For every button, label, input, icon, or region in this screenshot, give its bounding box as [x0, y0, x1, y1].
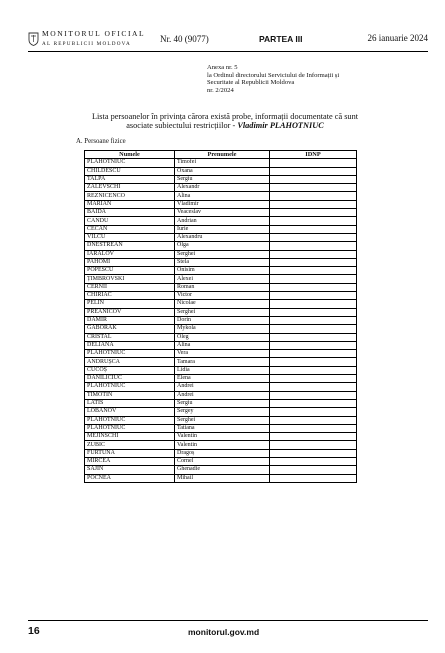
cell-surname: VÎLCU — [85, 233, 175, 241]
cell-idnp — [270, 209, 357, 217]
cell-firstname: Timofei — [175, 159, 270, 167]
cell-idnp — [270, 192, 357, 200]
cell-firstname: Tatiana — [175, 424, 270, 432]
title-text: asociate subiectului restricțiilor - — [126, 121, 238, 131]
cell-idnp — [270, 242, 357, 250]
cell-firstname: Stela — [175, 258, 270, 266]
cell-surname: GABORAK — [85, 325, 175, 333]
cell-firstname: Nicolae — [175, 300, 270, 308]
website-link[interactable]: monitorul.gov.md — [188, 627, 260, 637]
cell-surname: IARALOV — [85, 250, 175, 258]
cell-firstname: Serghei — [175, 308, 270, 316]
table-row — [85, 433, 357, 441]
cell-surname: LATIS — [85, 399, 175, 407]
cell-firstname: Andrian — [175, 217, 270, 225]
table-row — [85, 333, 357, 341]
table-row — [85, 399, 357, 407]
table-row — [85, 316, 357, 324]
cell-idnp — [270, 341, 357, 349]
cell-surname: CHIRIAC — [85, 292, 175, 300]
annex-line: Anexa nr. 5 — [207, 64, 238, 71]
column-header-idnp: IDNP — [270, 151, 357, 159]
table-row — [85, 466, 357, 474]
cell-firstname: Elena — [175, 375, 270, 383]
table-row — [85, 391, 357, 399]
section-name: PARTEA III — [259, 34, 303, 44]
cell-surname: LOBANOV — [85, 408, 175, 416]
cell-firstname: Andrei — [175, 391, 270, 399]
cell-firstname: Sergey — [175, 408, 270, 416]
cell-idnp — [270, 200, 357, 208]
cell-firstname: Sergiu — [175, 175, 270, 183]
header-divider — [28, 51, 428, 52]
cell-firstname: Veaceslav — [175, 209, 270, 217]
cell-firstname: Iurie — [175, 225, 270, 233]
brand-name: MONITORUL OFICIAL — [42, 29, 146, 38]
cell-firstname: Ghenadie — [175, 466, 270, 474]
cell-surname: PLAHOTNIUC — [85, 424, 175, 432]
cell-idnp — [270, 275, 357, 283]
page-header — [28, 26, 428, 52]
cell-surname: DNESTREAN — [85, 242, 175, 250]
table-row — [85, 159, 357, 167]
table-row — [85, 366, 357, 374]
cell-surname: PLAHOTNIUC — [85, 159, 175, 167]
cell-idnp — [270, 292, 357, 300]
table-row — [85, 233, 357, 241]
annex-line: Securitate al Republicii Moldova — [207, 79, 295, 87]
cell-surname: BAIDA — [85, 209, 175, 217]
cell-surname: PREANICOV — [85, 308, 175, 316]
cell-surname: PAHOMI — [85, 258, 175, 266]
cell-firstname: Serghei — [175, 250, 270, 258]
cell-firstname: Alina — [175, 341, 270, 349]
column-header-name: Numele — [85, 151, 175, 159]
cell-firstname: Alexandr — [175, 184, 270, 192]
cell-surname: REZNICENCO — [85, 192, 175, 200]
cell-firstname: Alexandru — [175, 233, 270, 241]
cell-surname: MEJINSCHI — [85, 433, 175, 441]
table-row — [85, 308, 357, 316]
annex-line: la Ordinul directorului Serviciului de Informații și — [207, 71, 340, 79]
brand-subtitle: AL REPUBLICII MOLDOVA — [42, 41, 131, 47]
cell-idnp — [270, 325, 357, 333]
annex-line: nr. 2/2024 — [207, 87, 234, 95]
cell-idnp — [270, 408, 357, 416]
cell-surname: TIMOTIN — [85, 391, 175, 399]
cell-idnp — [270, 441, 357, 449]
table-row — [85, 200, 357, 208]
document-title — [56, 112, 394, 131]
table-row — [85, 424, 357, 432]
cell-idnp — [270, 474, 357, 482]
cell-idnp — [270, 383, 357, 391]
cell-surname: TALPA — [85, 175, 175, 183]
table-row — [85, 358, 357, 366]
cell-firstname: Onisim — [175, 267, 270, 275]
cell-idnp — [270, 358, 357, 366]
cell-firstname: Roman — [175, 283, 270, 291]
section-label: A. Persoane fizice — [76, 138, 126, 145]
cell-firstname: Alina — [175, 192, 270, 200]
publication-logo — [42, 29, 145, 49]
cell-firstname: Lidia — [175, 366, 270, 374]
cell-idnp — [270, 184, 357, 192]
cell-idnp — [270, 159, 357, 167]
table-row — [85, 225, 357, 233]
table-row — [85, 300, 357, 308]
table-row — [85, 408, 357, 416]
issue-date: 26 ianuarie 2024 — [367, 33, 428, 43]
cell-firstname: Andrei — [175, 383, 270, 391]
cell-idnp — [270, 225, 357, 233]
cell-idnp — [270, 466, 357, 474]
cell-firstname: Dorin — [175, 316, 270, 324]
cell-idnp — [270, 175, 357, 183]
footer-divider — [28, 620, 428, 621]
cell-idnp — [270, 449, 357, 457]
table-row — [85, 474, 357, 482]
cell-firstname: Sergiu — [175, 399, 270, 407]
cell-idnp — [270, 416, 357, 424]
table-row — [85, 441, 357, 449]
cell-surname: POPESCU — [85, 267, 175, 275]
table-row — [85, 325, 357, 333]
cell-surname: ZUBIC — [85, 441, 175, 449]
table-row — [85, 375, 357, 383]
cell-surname: FURTUNA — [85, 449, 175, 457]
cell-surname: CANDU — [85, 217, 175, 225]
cell-idnp — [270, 433, 357, 441]
cell-idnp — [270, 333, 357, 341]
table-row — [85, 292, 357, 300]
cell-surname: ȚIMBROVSKI — [85, 275, 175, 283]
coat-of-arms-icon — [28, 32, 39, 46]
cell-firstname: Dragoș — [175, 449, 270, 457]
title-line-1: Lista persoanelor în privința cărora există probe, informații documentate că sunt — [91, 112, 359, 121]
table-row — [85, 167, 357, 175]
cell-idnp — [270, 391, 357, 399]
table-row — [85, 275, 357, 283]
table-row — [85, 283, 357, 291]
cell-firstname: Vladimir — [175, 200, 270, 208]
cell-surname: ZALEVSCHI — [85, 184, 175, 192]
cell-idnp — [270, 457, 357, 465]
cell-surname: DANILICIUC — [85, 375, 175, 383]
cell-firstname: Olga — [175, 242, 270, 250]
table-row — [85, 449, 357, 457]
cell-firstname: Oleg — [175, 333, 270, 341]
cell-firstname: Victor — [175, 292, 270, 300]
cell-idnp — [270, 217, 357, 225]
page-number: 16 — [28, 625, 40, 637]
cell-firstname: Valentin — [175, 441, 270, 449]
cell-idnp — [270, 375, 357, 383]
cell-idnp — [270, 267, 357, 275]
cell-firstname: Mihail — [175, 474, 270, 482]
table-row — [85, 250, 357, 258]
table-row — [85, 350, 357, 358]
table-row — [85, 175, 357, 183]
cell-firstname: Oxana — [175, 167, 270, 175]
cell-surname: CECAN — [85, 225, 175, 233]
cell-idnp — [270, 283, 357, 291]
cell-surname: SAJIN — [85, 466, 175, 474]
cell-firstname: Serghei — [175, 416, 270, 424]
cell-surname: DELIANA — [85, 341, 175, 349]
column-header-firstname: Prenumele — [175, 151, 270, 159]
cell-surname: POCNEA — [85, 474, 175, 482]
cell-surname: CUCOȘ — [85, 366, 175, 374]
cell-firstname: Vera — [175, 350, 270, 358]
cell-surname: PLAHOTNIUC — [85, 383, 175, 391]
cell-idnp — [270, 399, 357, 407]
cell-firstname: Cornel — [175, 457, 270, 465]
cell-surname: CERNII — [85, 283, 175, 291]
cell-idnp — [270, 258, 357, 266]
cell-idnp — [270, 167, 357, 175]
cell-idnp — [270, 424, 357, 432]
table-header-row — [85, 151, 357, 159]
table-row — [85, 192, 357, 200]
cell-idnp — [270, 308, 357, 316]
issue-number: Nr. 40 (9077) — [160, 34, 209, 44]
cell-firstname: Alexei — [175, 275, 270, 283]
cell-surname: DAMIR — [85, 316, 175, 324]
table-row — [85, 217, 357, 225]
cell-firstname: Mykola — [175, 325, 270, 333]
title-subject: Vladimir PLAHOTNIUC — [237, 121, 324, 131]
table-row — [85, 242, 357, 250]
table-row — [85, 184, 357, 192]
cell-surname: MIRCEA — [85, 457, 175, 465]
table-row — [85, 341, 357, 349]
cell-idnp — [270, 250, 357, 258]
table-row — [85, 383, 357, 391]
table-row — [85, 267, 357, 275]
title-line-2 — [56, 121, 394, 130]
cell-surname: MARIAN — [85, 200, 175, 208]
cell-firstname: Valentin — [175, 433, 270, 441]
table-row — [85, 209, 357, 217]
cell-surname: CHILDESCU — [85, 167, 175, 175]
cell-surname: PLAHOTNIUC — [85, 416, 175, 424]
cell-idnp — [270, 350, 357, 358]
table-row — [85, 258, 357, 266]
table-row — [85, 416, 357, 424]
cell-idnp — [270, 233, 357, 241]
cell-idnp — [270, 366, 357, 374]
cell-idnp — [270, 300, 357, 308]
cell-surname: ANDRUȘCA — [85, 358, 175, 366]
table-row — [85, 457, 357, 465]
annex-reference — [207, 64, 407, 95]
cell-surname: CRISTAL — [85, 333, 175, 341]
cell-idnp — [270, 316, 357, 324]
cell-surname: PLAHOTNIUC — [85, 350, 175, 358]
persons-table — [84, 150, 357, 483]
cell-surname: PELIN — [85, 300, 175, 308]
cell-firstname: Tamara — [175, 358, 270, 366]
